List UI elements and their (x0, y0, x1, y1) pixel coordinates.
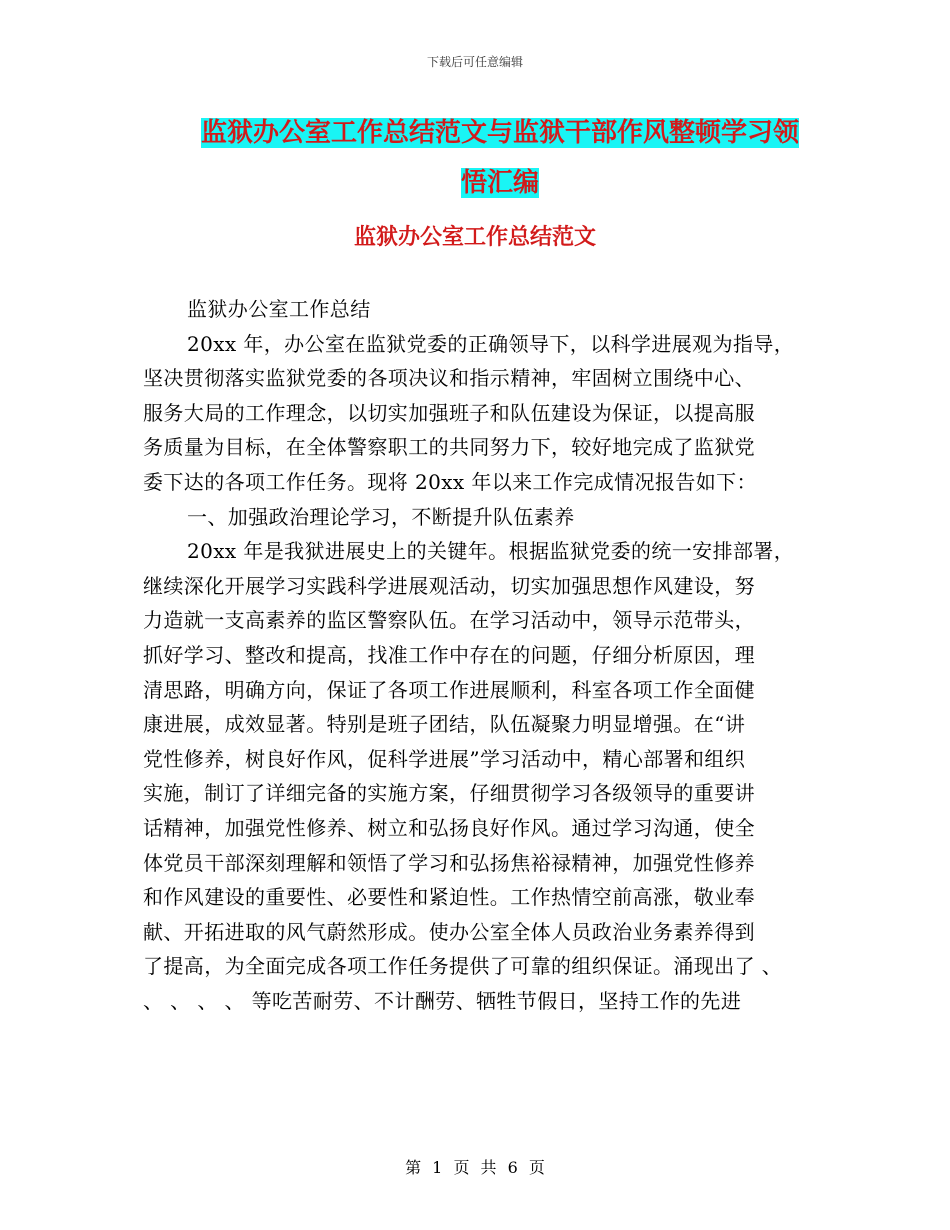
body-line: 体党员干部深刻理解和领悟了学习和弘扬焦裕禄精神，加强党性修养 (143, 850, 755, 875)
body-line: 实施，制订了详细完备的实施方案，仔细贯彻学习各级领导的重要讲 (143, 781, 755, 806)
body-line: 献、开拓进取的风气蔚然形成。使办公室全体人员政治业务素养得到 (143, 919, 755, 944)
body-line: 20xx 年，办公室在监狱党委的正确领导下，以科学进展观为指导， (187, 331, 795, 356)
body-line: 务质量为目标，在全体警察职工的共同努力下，较好地完成了监狱党 (143, 435, 755, 460)
body-line: 话精神，加强党性修养、树立和弘扬良好作风。通过学习沟通，使全 (143, 815, 755, 840)
document-title-line-2: 悟汇编 (460, 168, 539, 198)
body-line: 20xx 年是我狱进展史上的关键年。根据监狱党委的统一安排部署， (187, 539, 795, 564)
page-header-note: 下载后可任意编辑 (426, 55, 523, 69)
section-title: 监狱办公室工作总结范文 (353, 225, 596, 250)
body-heading-section-1: 一、加强政治理论学习，不断提升队伍素养 (187, 504, 575, 529)
body-line: 委下达的各项工作任务。现将 20xx 年以来工作完成情况报告如下： (143, 469, 757, 494)
body-line: 服务大局的工作理念，以切实加强班子和队伍建设为保证，以提高服 (143, 400, 755, 425)
document-title-line-1: 监狱办公室工作总结范文与监狱干部作风整顿学习领 (200, 118, 799, 148)
body-line: 和作风建设的重要性、必要性和紧迫性。工作热情空前高涨，敬业奉 (143, 885, 755, 910)
body-line: 、 、 、 、 等吃苦耐劳、不计酬劳、牺牲节假日，坚持工作的先进 (143, 988, 742, 1013)
body-line: 坚决贯彻落实监狱党委的各项决议和指示精神，牢固树立围绕中心、 (143, 366, 755, 391)
body-line: 抓好学习、整改和提高，找准工作中存在的问题，仔细分析原因，理 (143, 642, 755, 667)
document-title (150, 108, 850, 208)
body-line: 了提高，为全面完成各项工作任务提供了可靠的组织保证。涌现出了 、 (143, 954, 783, 979)
body-line: 继续深化开展学习实践科学进展观活动，切实加强思想作风建设，努 (143, 573, 755, 598)
body-line: 力造就一支高素养的监区警察队伍。在学习活动中，领导示范带头， (143, 608, 755, 633)
body-line: 清思路，明确方向，保证了各项工作进展顺利，科室各项工作全面健 (143, 677, 755, 702)
body-heading-summary: 监狱办公室工作总结 (187, 297, 371, 321)
body-line: 党性修养，树良好作风，促科学进展”学习活动中，精心部署和组织 (143, 746, 746, 771)
document-body (143, 292, 813, 1018)
page-number-footer: 第 1 页 共 6 页 (405, 1158, 545, 1177)
body-line: 康进展，成效显著。特别是班子团结，队伍凝聚力明显增强。在“讲 (143, 712, 746, 737)
